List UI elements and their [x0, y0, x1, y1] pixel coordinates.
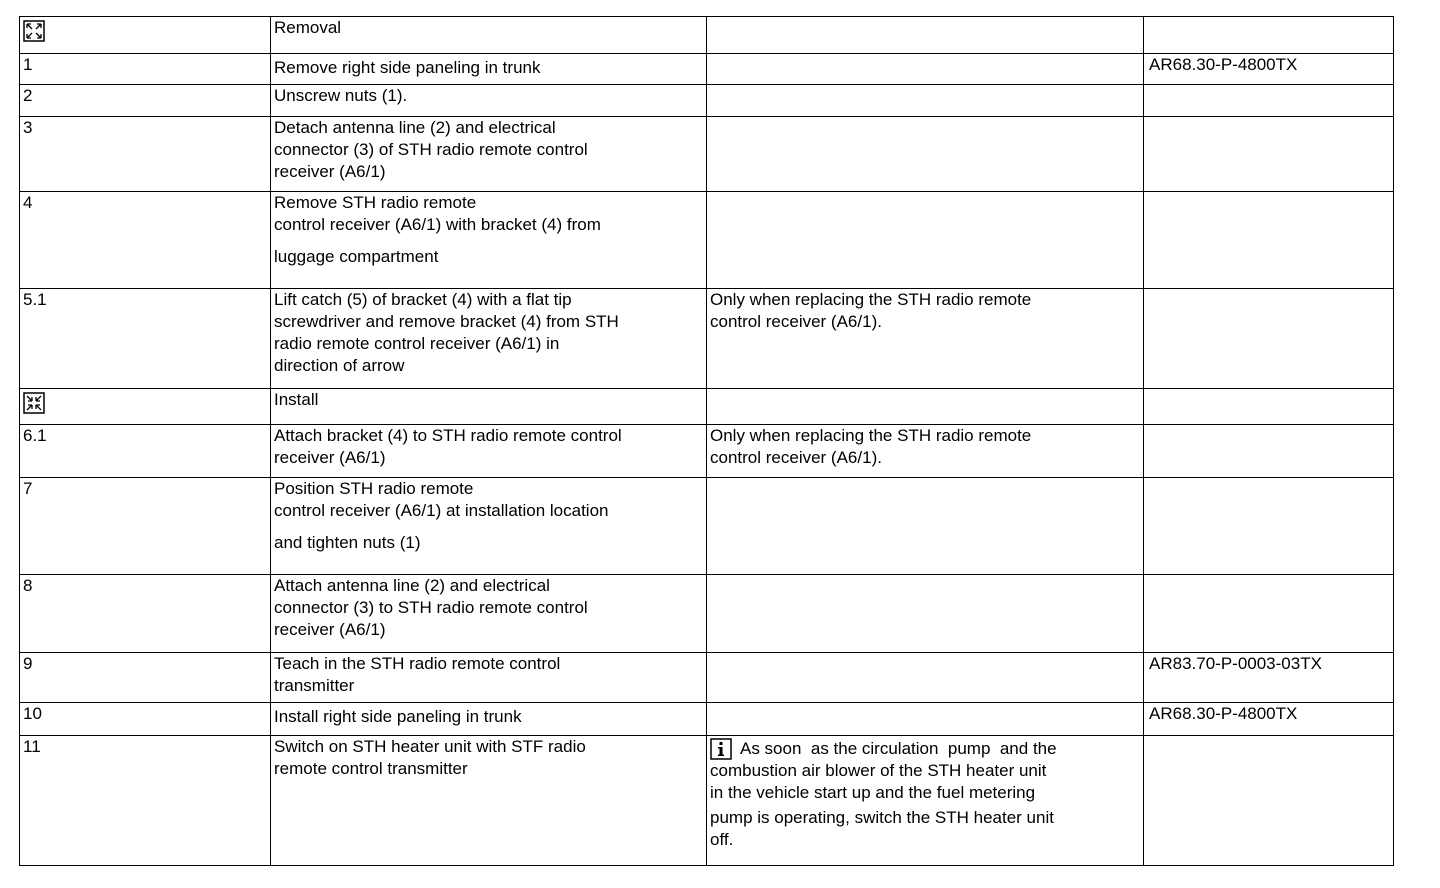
- ref-cell: [1144, 17, 1394, 54]
- ref-link[interactable]: AR68.30-P-4800TX: [1149, 704, 1298, 723]
- step-cell: 3: [20, 117, 271, 192]
- action-cell: Position STH radio remote control receiver (A6/1) at installation location and tighten nuts (1): [271, 478, 707, 575]
- table-row: [20, 703, 1394, 736]
- note-cell: [707, 389, 1144, 425]
- note-cell: [707, 478, 1144, 575]
- action-cell: Install: [271, 389, 707, 425]
- table-row: [20, 575, 1394, 653]
- step-cell: 8: [20, 575, 271, 653]
- note-cell: [707, 117, 1144, 192]
- note-cell: [707, 703, 1144, 736]
- table-row: [20, 736, 1394, 866]
- ref-cell: [1144, 653, 1394, 703]
- step-cell: 5.1: [20, 289, 271, 389]
- table-row: [20, 478, 1394, 575]
- action-cell: Remove right side paneling in trunk: [271, 54, 707, 85]
- step-cell: 7: [20, 478, 271, 575]
- step-cell: 11: [20, 736, 271, 866]
- note-cell: Only when replacing the STH radio remote control receiver (A6/1).: [707, 289, 1144, 389]
- action-cell: Lift catch (5) of bracket (4) with a flat tip screwdriver and remove bracket (4) from STH radio remote control receiver (A6/1) in direction of arrow: [271, 289, 707, 389]
- action-cell: Attach antenna line (2) and electrical connector (3) to STH radio remote control receiver (A6/1): [271, 575, 707, 653]
- table-row: [20, 54, 1394, 85]
- table-row: [20, 117, 1394, 192]
- ref-cell: [1144, 425, 1394, 478]
- table-row: [20, 17, 1394, 54]
- procedure-table: [19, 16, 1394, 866]
- ref-link[interactable]: AR68.30-P-4800TX: [1149, 55, 1298, 74]
- table-row: [20, 85, 1394, 117]
- note-cell: [707, 54, 1144, 85]
- note-cell: [707, 653, 1144, 703]
- note-cell: [707, 192, 1144, 289]
- table-row: [20, 289, 1394, 389]
- ref-cell: [1144, 736, 1394, 866]
- ref-cell: [1144, 54, 1394, 85]
- step-cell: [20, 389, 271, 425]
- step-cell: 9: [20, 653, 271, 703]
- ref-cell: [1144, 192, 1394, 289]
- ref-cell: [1144, 575, 1394, 653]
- action-cell: Install right side paneling in trunk: [271, 703, 707, 736]
- install-icon: [23, 392, 43, 412]
- action-cell: Unscrew nuts (1).: [271, 85, 707, 117]
- step-cell: 2: [20, 85, 271, 117]
- ref-cell: [1144, 85, 1394, 117]
- ref-cell: [1144, 389, 1394, 425]
- step-cell: [20, 17, 271, 54]
- action-cell: Remove STH radio remote control receiver (A6/1) with bracket (4) from luggage compartment: [271, 192, 707, 289]
- table-row: [20, 653, 1394, 703]
- ref-cell: [1144, 478, 1394, 575]
- note-cell: [707, 17, 1144, 54]
- info-icon: [710, 738, 732, 760]
- removal-icon: [23, 20, 43, 40]
- action-cell: Switch on STH heater unit with STF radio remote control transmitter: [271, 736, 707, 866]
- action-cell: Removal: [271, 17, 707, 54]
- action-cell: Attach bracket (4) to STH radio remote control receiver (A6/1): [271, 425, 707, 478]
- ref-cell: [1144, 289, 1394, 389]
- step-cell: 10: [20, 703, 271, 736]
- note-cell: [707, 85, 1144, 117]
- table-row: [20, 192, 1394, 289]
- table-row: [20, 425, 1394, 478]
- ref-cell: [1144, 117, 1394, 192]
- note-cell: As soon as the circulation pump and the combustion air blower of the STH heater unit in the vehicle start up and the fuel metering pump is operating, switch the STH heater unit off.: [707, 736, 1144, 866]
- step-cell: 4: [20, 192, 271, 289]
- note-cell: [707, 575, 1144, 653]
- step-cell: 1: [20, 54, 271, 85]
- action-cell: Detach antenna line (2) and electrical connector (3) of STH radio remote control receiver (A6/1): [271, 117, 707, 192]
- note-cell: Only when replacing the STH radio remote control receiver (A6/1).: [707, 425, 1144, 478]
- ref-link[interactable]: AR83.70-P-0003-03TX: [1149, 654, 1322, 673]
- action-cell: Teach in the STH radio remote control transmitter: [271, 653, 707, 703]
- ref-cell: [1144, 703, 1394, 736]
- step-cell: 6.1: [20, 425, 271, 478]
- table-row: [20, 389, 1394, 425]
